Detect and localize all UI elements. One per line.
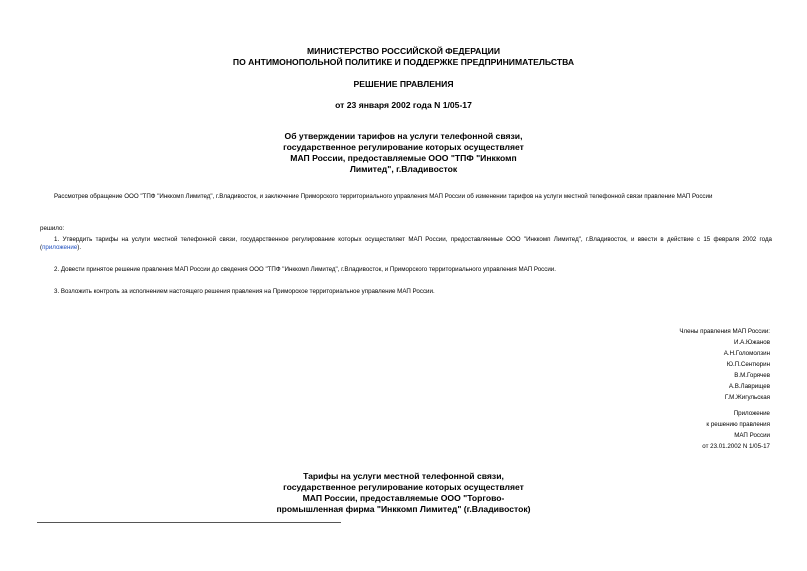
appendix-title-line-3: МАП России, предоставляемые ООО "Торгово- — [302, 493, 505, 503]
appendix-link[interactable]: приложение — [42, 244, 78, 252]
decision-item-2: 2. Довести принятое решение правления МАП России до сведения ООО "ТПФ "Инккомп Лимитед", г.Владивосток, и Приморского территориального управления МАП России. — [54, 266, 556, 273]
decision-item-1 — [40, 236, 772, 253]
ministry-line-1: МИНИСТЕРСТВО РОССИЙСКОЙ ФЕДЕРАЦИИ — [306, 46, 501, 56]
signature-member: И.А.Южанов — [734, 339, 770, 346]
appendix-ref-line-1: Приложение — [733, 410, 770, 417]
decision-item-1-text: 1. Утвердить тарифы на услуги местной телефонной связи, государственное регулирование которых осуществляет МАП России, предоставляемые ООО "Инккомп Лимитед", г.Владивосток, и ввести в действие с 15 февраля 2002 года ( — [40, 236, 772, 252]
intro-paragraph: Рассмотрев обращение ООО "ТПФ "Инккомп Лимитед", г.Владивосток, и заключение Приморского территориального управления МАП России об изменении тарифов на услуги местной телефонной связи правление МАП России — [54, 193, 713, 200]
signature-member: Ю.П.Сентюрин — [726, 361, 770, 368]
title-line-4: Лимитед", г.Владивосток — [349, 164, 458, 174]
appendix-ref-line-3: МАП России — [734, 432, 770, 439]
decided-label: решило: — [40, 225, 65, 232]
signatures-heading: Члены правления МАП России: — [679, 328, 770, 335]
footnote-divider — [37, 522, 341, 523]
document-type: РЕШЕНИЕ ПРАВЛЕНИЯ — [353, 79, 454, 89]
signature-member: А.Н.Голомолзин — [723, 350, 770, 357]
title-line-1: Об утверждении тарифов на услуги телефонной связи, — [284, 131, 523, 141]
title-line-3: МАП России, предоставляемые ООО "ТПФ "Инккомп — [290, 153, 517, 163]
decision-item-1-end: ). — [77, 244, 82, 252]
document-date: от 23 января 2002 года N 1/05-17 — [335, 100, 472, 110]
title-line-2: государственное регулирование которых осуществляет — [283, 142, 524, 152]
appendix-title-line-2: государственное регулирование которых осуществляет — [283, 482, 524, 492]
decision-item-3: 3. Возложить контроль за исполнением настоящего решения правления на Приморское территориальное управление МАП России. — [54, 288, 435, 295]
appendix-ref-line-2: к решению правления — [706, 421, 770, 428]
ministry-line-2: ПО АНТИМОНОПОЛЬНОЙ ПОЛИТИКЕ И ПОДДЕРЖКЕ ПРЕДПРИНИМАТЕЛЬСТВА — [232, 57, 575, 67]
signature-member: А.В.Лаврищев — [728, 383, 770, 390]
appendix-ref-line-4: от 23.01.2002 N 1/05-17 — [702, 443, 770, 450]
appendix-title-line-4: промышленная фирма "Инккомп Лимитед" (г.Владивосток) — [276, 504, 531, 514]
signature-member: В.М.Горячев — [734, 372, 770, 379]
signature-member: Г.М.Жигульская — [724, 394, 770, 401]
appendix-title-line-1: Тарифы на услуги местной телефонной связи, — [303, 471, 504, 481]
